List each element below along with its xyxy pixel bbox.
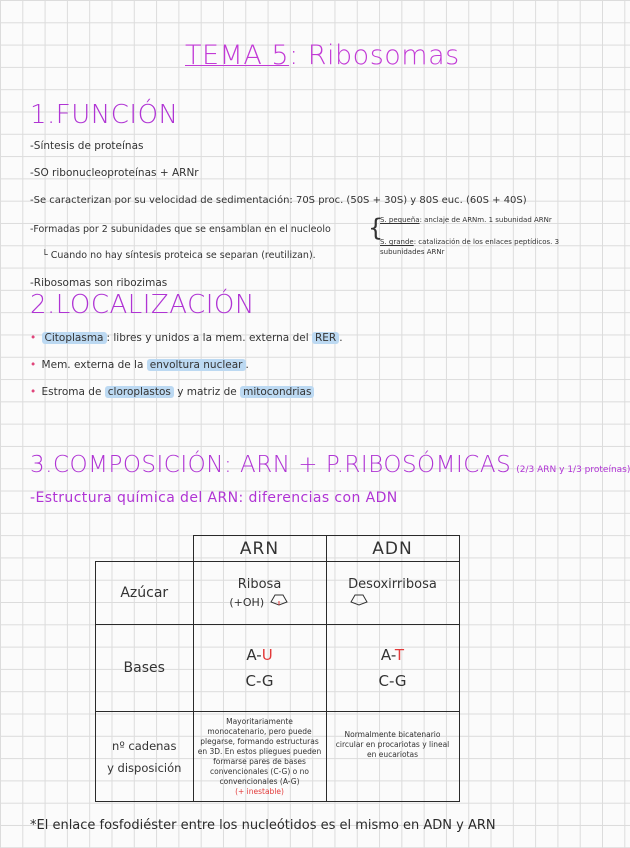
- funcion-item-1: -Síntesis de proteínas: [30, 140, 144, 152]
- loc-2-a: Mem. externa de la: [41, 359, 147, 371]
- arn-chains-text: Mayoritariamente monocatenario, pero puede plegarse, formando estructuras en 3D. En estos pliegues pueden formarse pares de bases convencionales (C-G) o no convencionales (A-G): [197, 716, 322, 786]
- loc-2-c: .: [245, 359, 249, 371]
- subunit-large-text: : catalización de los enlaces peptídicos. 3 subunidades ARNr: [380, 238, 560, 256]
- table-corner: [96, 536, 194, 562]
- funcion-item-3: -Se caracterizan por su velocidad de sedimentación: 70S proc. (50S + 30S) y 80S euc. (60S + 40S): [30, 195, 527, 206]
- page-title: [185, 40, 460, 71]
- row-label-cadenas-2: y disposición: [107, 760, 182, 775]
- composicion-subheading: -Estructura química del ARN: diferencias con ADN: [30, 490, 398, 506]
- loc-3-c: y matriz de: [173, 386, 241, 398]
- cell-arn-azucar: [193, 562, 326, 625]
- ribose-ring-icon: [268, 592, 290, 606]
- loc-3-b: cloroplastos: [105, 386, 174, 398]
- funcion-item-4: -Formadas por 2 subunidades que se ensamblan en el nucleolo: [30, 224, 331, 235]
- loc-1-a: Citoplasma: [42, 332, 107, 344]
- arn-base-a: A-: [246, 646, 262, 664]
- loc-item-3: [30, 386, 314, 398]
- arn-base-u: U: [261, 646, 273, 664]
- arn-base-pair-2: C-G: [245, 672, 274, 690]
- adn-base-t: T: [394, 646, 405, 664]
- loc-2-b: envoltura nuclear: [147, 359, 246, 371]
- row-label-bases: Bases: [96, 625, 194, 712]
- arn-sugar-note: (+OH): [229, 596, 265, 609]
- table-row: [96, 625, 460, 712]
- subunit-small-label: S. pequeña: [380, 216, 420, 224]
- adn-base-a: A-: [380, 646, 395, 664]
- row-label-cadenas-1: nº cadenas: [112, 738, 177, 753]
- loc-1-c: RER: [312, 332, 339, 344]
- title-rest: : Ribosomas: [289, 40, 460, 71]
- adn-base-pair-2: C-G: [378, 672, 407, 690]
- cell-adn-cadenas: Normalmente bicatenario circular en procariotas y lineal en eucariotas: [326, 712, 459, 802]
- heading-funcion: 1.FUNCIÓN: [30, 100, 179, 130]
- cell-adn-azucar: [326, 562, 459, 625]
- adn-sugar: Desoxirribosa: [348, 576, 437, 592]
- brace: {: [368, 214, 384, 242]
- subunit-large: [380, 237, 590, 257]
- table-row: [96, 712, 460, 802]
- cell-arn-bases: [193, 625, 326, 712]
- table-row: [96, 562, 460, 625]
- table-header-arn: ARN: [193, 536, 326, 562]
- funcion-item-5: └ Cuando no hay síntesis proteica se separan (reutilizan).: [42, 250, 316, 261]
- loc-1-b: : libres y unidos a la mem. externa del: [106, 332, 312, 344]
- cell-adn-bases: [326, 625, 459, 712]
- arn-sugar: Ribosa: [237, 577, 282, 592]
- composicion-note: (2/3 ARN y 1/3 proteínas): [516, 465, 630, 475]
- funcion-item-6: -Ribosomas son ribozimas: [30, 277, 168, 289]
- deoxyribose-ring-icon: [348, 592, 370, 606]
- loc-item-1: [30, 332, 343, 344]
- loc-3-a: Estroma de: [41, 386, 105, 398]
- arn-base-pair-1: [195, 646, 325, 664]
- arn-chains-note: (+ inestable): [235, 786, 284, 796]
- table-header-row: [96, 536, 460, 562]
- cell-arn-cadenas: [193, 712, 326, 802]
- loc-3-d: mitocondrias: [240, 386, 314, 398]
- adn-sugar-icon-wrap: [328, 592, 458, 610]
- row-label-cadenas: [96, 712, 194, 802]
- adn-base-pair-1: [328, 646, 458, 664]
- arn-sugar-note-row: [195, 592, 325, 609]
- footer-note: *El enlace fosfodiéster entre los nucleótidos es el mismo en ADN y ARN: [30, 818, 496, 833]
- loc-item-2: [30, 359, 249, 371]
- funcion-item-2: -SO ribonucleoproteínas + ARNr: [30, 167, 199, 179]
- table-header-adn: ADN: [326, 536, 459, 562]
- loc-1-d: .: [339, 332, 343, 344]
- composicion-main: 3.COMPOSICIÓN: ARN + P.RIBOSÓMICAS: [30, 452, 512, 478]
- heading-localizacion: 2.LOCALIZACIÓN: [30, 290, 255, 320]
- subunit-large-label: S. grande: [380, 238, 414, 246]
- comparison-table: [95, 535, 460, 802]
- subunit-small: [380, 215, 590, 225]
- title-prefix: TEMA 5: [185, 40, 290, 71]
- subunit-small-text: : anclaje de ARNm. 1 subunidad ARNr: [419, 216, 552, 224]
- row-label-azucar: Azúcar: [96, 562, 194, 625]
- heading-composicion: [30, 452, 630, 478]
